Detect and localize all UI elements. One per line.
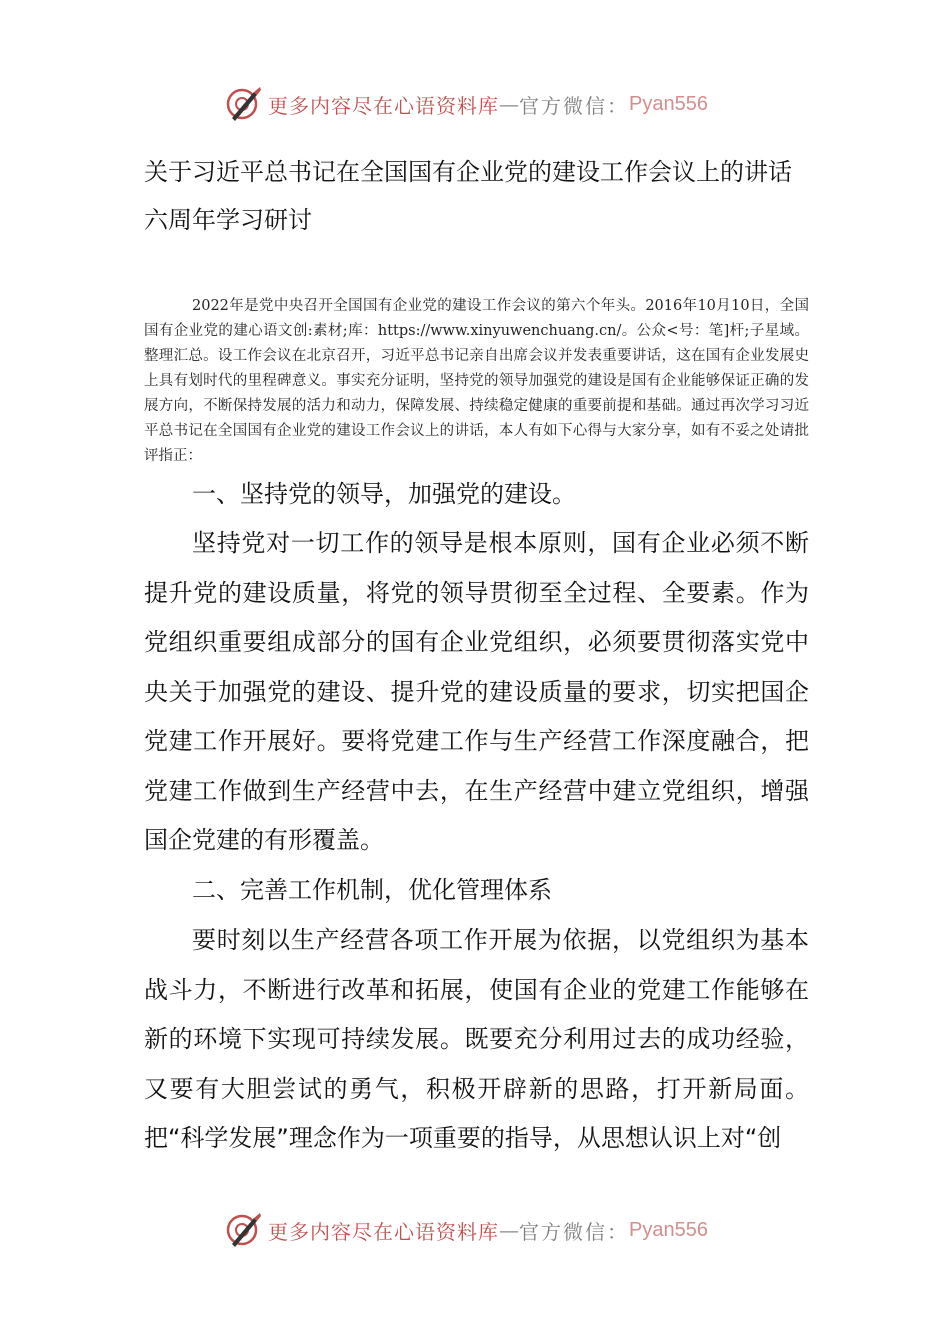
wechat-id: Pyan556	[629, 92, 708, 115]
footer-watermark	[224, 1206, 744, 1254]
watermark-text: 更多内容尽在心语资料库	[268, 93, 499, 118]
wechat-id: Pyan556	[629, 1218, 708, 1241]
section-1-body: 坚持党对一切工作的领导是根本原则，国有企业必须不断提升党的建设质量，将党的领导贯彻至全过程、全要素。作为党组织重要组成部分的国有企业党组织，必须要贯彻落实党中央关于加强党的建设、提升党的建设质量的要求，切实把国企党建工作开展好。要将党建工作与生产经营工作深度融合，把党建工作做到生产经营中去，在生产经营中建立党组织，增强国企党建的有形覆盖。	[144, 529, 809, 854]
page-title	[144, 148, 814, 244]
section-2-body: 要时刻以生产经营各项工作开展为依据，以党组织为基本战斗力，不断进行改革和拓展，使国有企业的党建工作能够在新的环境下实现可持续发展。既要充分利用过去的成功经验，又要有大胆尝试的勇气，积极开辟新的思路，打开新局面。把“科学发展”理念作为一项重要的指导，从思想认识上对“创	[144, 926, 809, 1152]
watermark-separator: —	[499, 1218, 519, 1242]
section-2-heading: 二、完善工作机制，优化管理体系	[192, 876, 552, 904]
watermark-text: 更多内容尽在心语资料库	[268, 1219, 499, 1244]
header-watermark	[224, 80, 744, 128]
pen-circle-logo-icon	[224, 1210, 264, 1250]
pen-circle-logo-icon	[224, 84, 264, 124]
intro-paragraph: 2022年是党中央召开全国国有企业党的建设工作会议的第六个年头。2016年10月10日，全国国有企业党的建心语文创:素材;库：https://www.xinyuwenchuang.cn/。公众<号：笔]杆;子星域。整理汇总。设工作会议在北京召开，习近平总书记亲自出席会议并发表重要讲话，这在国有企业发展史上具有划时代的里程碑意义。事实充分证明，坚持党的领导加强党的建设是国有企业能够保证正确的发展方向，不断保持发展的活力和动力，保障发展、持续稳定健康的重要前提和基础。通过再次学习习近平总书记在全国国有企业党的建设工作会议上的讲话，本人有如下心得与大家分享，如有不妥之处请批评指正：	[144, 298, 809, 464]
wechat-label: 官方微信：	[519, 93, 629, 118]
wechat-label: 官方微信：	[519, 1219, 629, 1244]
title-line-1: 关于习近平总书记在全国国有企业党的建设工作会议上的讲话	[144, 158, 792, 186]
title-line-2: 六周年学习研讨	[144, 206, 312, 234]
section-1-heading: 一、坚持党的领导，加强党的建设。	[192, 480, 576, 508]
watermark-separator: —	[499, 92, 519, 116]
